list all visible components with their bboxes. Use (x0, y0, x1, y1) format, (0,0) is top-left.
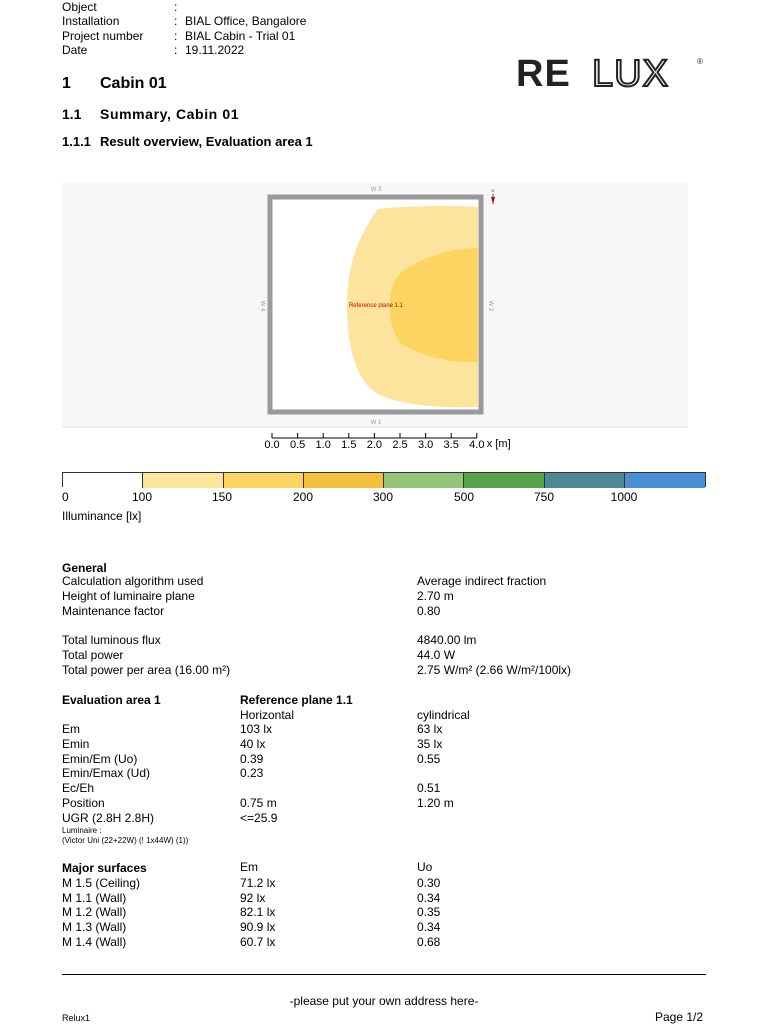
evaluation-row-horizontal: <=25.9 (240, 811, 278, 825)
floor-plan (62, 182, 688, 454)
evaluation-row-label: Emin (62, 737, 90, 751)
scale-label: 100 (131, 490, 153, 504)
illuminance-unit-label: Illuminance [lx] (62, 509, 142, 523)
general-row-label: Total power (62, 648, 124, 662)
evaluation-row-horizontal: 40 lx (240, 737, 266, 751)
relux-logo-icon (516, 52, 706, 92)
illuminance-color-scale (62, 472, 706, 487)
general-row-label: Total luminous flux (62, 633, 161, 647)
wall-label-top: W 3 (370, 187, 382, 193)
installation-value: BIAL Office, Bangalore (185, 14, 307, 28)
reference-plane-title: Reference plane 1.1 (240, 693, 353, 707)
evaluation-row-cylindrical: 0.51 (417, 781, 441, 795)
evaluation-row-horizontal: 0.75 m (240, 796, 277, 810)
ruler-tick-label: 1.0 (315, 439, 331, 451)
surface-row-uo: 0.30 (417, 876, 441, 890)
general-row-value: 2.70 m (417, 589, 454, 603)
heading-1-text: Cabin 01 (100, 75, 167, 92)
separator: : (174, 14, 178, 28)
floor-plan-svg (62, 182, 688, 454)
scale-segment (625, 473, 705, 488)
surface-row-em: 71.2 lx (240, 876, 276, 890)
project-value: BIAL Cabin - Trial 01 (185, 29, 296, 43)
evaluation-row-horizontal: 0.23 (240, 766, 264, 780)
scale-segment (384, 473, 464, 488)
surface-row-uo: 0.34 (417, 891, 441, 905)
surface-row-uo: 0.34 (417, 920, 441, 934)
footer-rule (62, 974, 706, 975)
surface-row-em: 60.7 lx (240, 935, 276, 949)
horizontal-column-header: Horizontal (240, 708, 295, 722)
scale-segment (464, 473, 544, 488)
wall-label-left: W 4 (259, 300, 265, 312)
separator: : (174, 43, 178, 57)
evaluation-row-cylindrical: 0.55 (417, 752, 441, 766)
heading-3-num: 1.1.1 (62, 134, 91, 149)
logo-text-lux: LUX (592, 53, 669, 92)
ruler-tick-label: 0.0 (264, 439, 280, 451)
footer-address: -please put your own address here- (289, 994, 479, 1008)
evaluation-row-label: UGR (2.8H 2.8H) (62, 811, 155, 825)
scale-segment (224, 473, 304, 488)
general-row-label: Maintenance factor (62, 604, 165, 618)
evaluation-title: Evaluation area 1 (62, 693, 161, 707)
scale-label: 200 (292, 490, 314, 504)
surfaces-uo-header: Uo (417, 860, 433, 874)
general-row-label: Height of luminaire plane (62, 589, 195, 603)
scale-segment (304, 473, 384, 488)
evaluation-row-label: Ec/Eh (62, 781, 95, 795)
luminaire-label: Luminaire : (62, 826, 102, 835)
evaluation-row-label: Em (62, 722, 80, 736)
evaluation-row-cylindrical: 63 lx (417, 722, 443, 736)
heading-3-text: Result overview, Evaluation area 1 (100, 134, 313, 149)
general-row-value: 0.80 (417, 604, 441, 618)
evaluation-row-cylindrical: 35 lx (417, 737, 443, 751)
scale-label: 300 (372, 490, 394, 504)
surface-row-name: M 1.1 (Wall) (62, 891, 127, 905)
svg-text:N: N (491, 188, 495, 193)
relux-logo (516, 52, 706, 97)
surface-row-em: 90.9 lx (240, 920, 276, 934)
project-label: Project number (62, 29, 144, 43)
evaluation-row-label: Position (62, 796, 105, 810)
scale-label: 500 (453, 490, 475, 504)
evaluation-row-label: Emin/Em (Uo) (62, 752, 138, 766)
scale-segment (545, 473, 625, 488)
ruler-tick-label: 4.0 (469, 439, 485, 451)
scale-label: 0 (62, 490, 69, 504)
surface-row-name: M 1.2 (Wall) (62, 905, 127, 919)
scale-label: 750 (533, 490, 555, 504)
scale-label: 1000 (610, 490, 638, 504)
cylindrical-column-header: cylindrical (417, 708, 470, 722)
heading-2-num: 1.1 (62, 106, 82, 122)
separator: : (174, 29, 178, 43)
general-row-label: Calculation algorithm used (62, 574, 204, 588)
heading-2-text: Summary, Cabin 01 (100, 106, 240, 122)
surface-row-em: 82.1 lx (240, 905, 276, 919)
ruler-unit-label: x [m] (486, 438, 511, 450)
general-row-value: 2.75 W/m² (2.66 W/m²/100lx) (417, 663, 572, 677)
ruler-tick-label: 2.5 (392, 439, 408, 451)
ruler-labels (260, 438, 520, 452)
surfaces-em-header: Em (240, 860, 258, 874)
scale-label: 150 (211, 490, 233, 504)
reference-plane-label: Reference plane 1.1 (348, 303, 404, 309)
surface-row-name: M 1.5 (Ceiling) (62, 876, 141, 890)
logo-registered: ® (697, 57, 703, 66)
logo-text-re: RE (516, 53, 571, 92)
ruler-tick-label: 2.0 (366, 439, 383, 451)
ruler-tick-label: 0.5 (289, 439, 306, 451)
date-value: 19.11.2022 (185, 43, 245, 57)
separator: : (174, 0, 178, 14)
surface-row-uo: 0.68 (417, 935, 441, 949)
surface-row-name: M 1.4 (Wall) (62, 935, 127, 949)
general-row-value: 4840.00 lm (417, 633, 477, 647)
general-title: General (62, 561, 107, 575)
ruler-tick-label: 3.5 (443, 439, 459, 451)
luminaire-value: (Victor Uni (22+22W) (! 1x44W) (1)) (62, 836, 189, 845)
evaluation-row-horizontal: 103 lx (240, 722, 273, 736)
date-label: Date (62, 43, 88, 57)
object-label: Object (62, 0, 97, 14)
footer-left-text: Relux1 (62, 1013, 91, 1023)
installation-label: Installation (62, 14, 120, 28)
wall-label-bottom: W 1 (370, 420, 382, 426)
ruler-tick-label: 3.0 (417, 439, 434, 451)
surface-row-em: 92 lx (240, 891, 266, 905)
evaluation-row-cylindrical: 1.20 m (417, 796, 454, 810)
page-number: Page 1/2 (655, 1010, 704, 1024)
ruler-tick-label: 1.5 (341, 439, 357, 451)
wall-label-right: W 2 (487, 300, 493, 312)
surfaces-title: Major surfaces (62, 861, 147, 875)
general-row-value: Average indirect fraction (417, 574, 547, 588)
general-row-label: Total power per area (16.00 m²) (62, 663, 231, 677)
evaluation-row-label: Emin/Emax (Ud) (62, 766, 151, 780)
scale-ruler (260, 430, 520, 454)
evaluation-row-horizontal: 0.39 (240, 752, 264, 766)
heading-1-num: 1 (62, 75, 71, 92)
scale-segment (143, 473, 223, 488)
surface-row-uo: 0.35 (417, 905, 441, 919)
general-row-value: 44.0 W (417, 648, 456, 662)
scale-segment (63, 473, 143, 488)
surface-row-name: M 1.3 (Wall) (62, 920, 127, 934)
